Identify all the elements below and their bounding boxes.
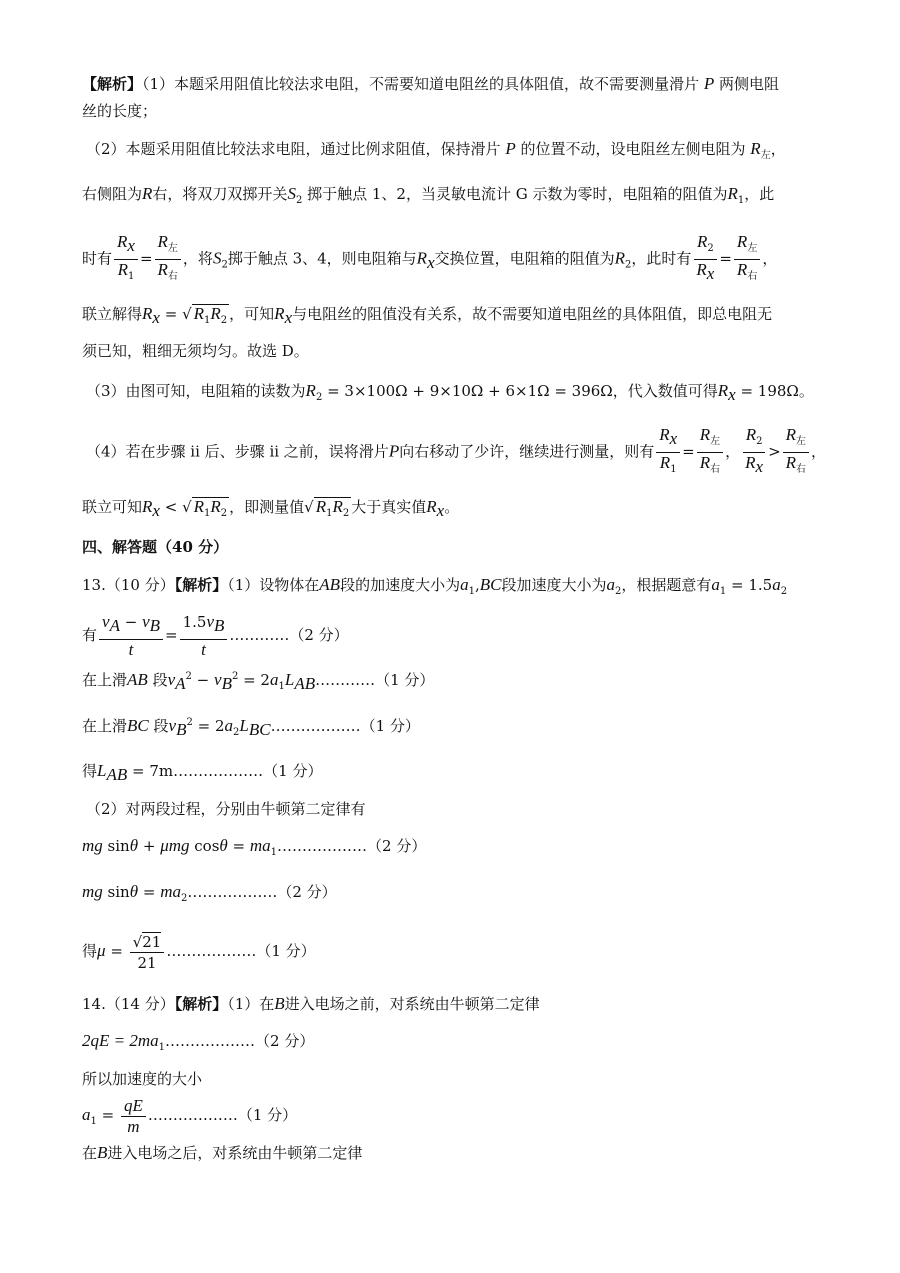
q14-eq1: $2qE = 2ma_1\dots\dots\dots\dots\dots\dots(2$ 分）	[82, 1031, 315, 1053]
analysis-part2-line2: 右侧阻为R右，将双刀双掷开关$S_2$ 掷于触点 1、2，当灵敏电流计 G 示数为零时，电阻箱的阻值为$R_1$，此	[82, 184, 775, 206]
q13-eq2: 在上滑AB 段$v_A^2 - v_B^2$ = $2a_1L_{AB}\dots\dots\dots\dots(1$ 分）	[82, 670, 435, 693]
analysis-tag: 【解析】	[82, 75, 143, 93]
q13-eq1: 有 $\frac{v_A - v_B}{t}$ = $\frac{1.5v_B}{t}$ …………（2 分）	[82, 612, 349, 659]
q14-line2: 在B进入电场之后，对系统由牛顿第二定律	[82, 1143, 363, 1162]
analysis-part1-line1: 【解析】（1）本题采用阻值比较法求电阻，不需要知道电阻丝的具体阻值，故不需要测量滑片 P 两侧电阻	[82, 74, 780, 93]
q13-line1: 13.（10 分）【解析】（1）设物体在AB段的加速度大小为$a_1,BC$段加速度大小为$a_2$，根据题意有$a_1 = 1.5a_2$	[82, 575, 788, 597]
q13-result2: 得μ = $\frac{√21}{21}$ ………………（1 分）	[82, 932, 316, 972]
analysis-part1-line2: 丝的长度；	[82, 102, 158, 120]
analysis-part2-line3: 时有 $\frac{R_x}{R_1}$ = $\frac{R_左}{R_右}$ ，将$S_2$掷于触点 3、4，则电阻箱与$R_x$交换位置，电阻箱的阻值为$R_2$，此时有 $\frac{R_2}{R_x}$ = $\frac{R_左}{R_右}$ ，	[82, 232, 778, 283]
q13-part2: （2）对两段过程，分别由牛顿第二定律有	[86, 800, 366, 818]
analysis-part4-line2: 联立可知$R_x$ < √ $R_1R_2$ ，即测量值√ $R_1R_2$ 大于真实值$R_x$。	[82, 497, 460, 520]
analysis-part4-line1: （4）若在步骤 ii 后、步骤 ii 之前，误将滑片P向右移动了少许，继续进行测量，则有 $\frac{R_x}{R_1}$ = $\frac{R_左}{R_右}$ ， $\frac{R_2}{R_x}$ > $\frac{R_左}{R_右}$ ，	[86, 425, 827, 476]
q13-eq3: 在上滑BC 段$v_B^2$ = $2a_2L_{BC}\dots\dots\dots\dots\dots\dots(1$ 分）	[82, 716, 420, 739]
section-heading: 四、解答题（40 分）	[82, 538, 229, 556]
analysis-part2-line1: （2）本题采用阻值比较法求电阻，通过比例求阻值，保持滑片 P 的位置不动，设电阻丝左侧电阻为 $R_左$，	[86, 139, 786, 161]
q14-line1: 14.（14 分）【解析】（1）在B进入电场之前，对系统由牛顿第二定律	[82, 994, 540, 1013]
analysis-part2-line4: 联立解得$R_x$ = √ $R_1R_2$ ，可知$R_x$与电阻丝的阻值没有关系，故不需要知道电阻丝的具体阻值，即总电阻无	[82, 304, 773, 327]
q14-eq2: $a_1$ = $\frac{qE}{m}$ ………………（1 分）	[82, 1095, 298, 1136]
q13-eq4: mg sinθ + μmg $\cos\theta = ma_1\dots\dots\dots\dots\dots\dots(2$ 分）	[82, 836, 427, 858]
q13-result1: 得$L_{AB}$ = 7m………………（1 分）	[82, 761, 323, 784]
analysis-part2-line5: 须已知，粗细无须均匀。故选 D。	[82, 342, 309, 360]
q14-acc-label: 所以加速度的大小	[82, 1070, 203, 1088]
q13-eq5: mg $\sin\theta = ma_2\dots\dots\dots\dots\dots\dots(2$ 分）	[82, 882, 337, 904]
analysis-part3: （3）由图可知，电阻箱的读数为$R_2 = 3\times 100\Omega + 9\times 10\Omega + 6\times 1\Omega = 396\Omega$，代入数值可得$R_x = 198\Omega$。	[86, 381, 814, 404]
